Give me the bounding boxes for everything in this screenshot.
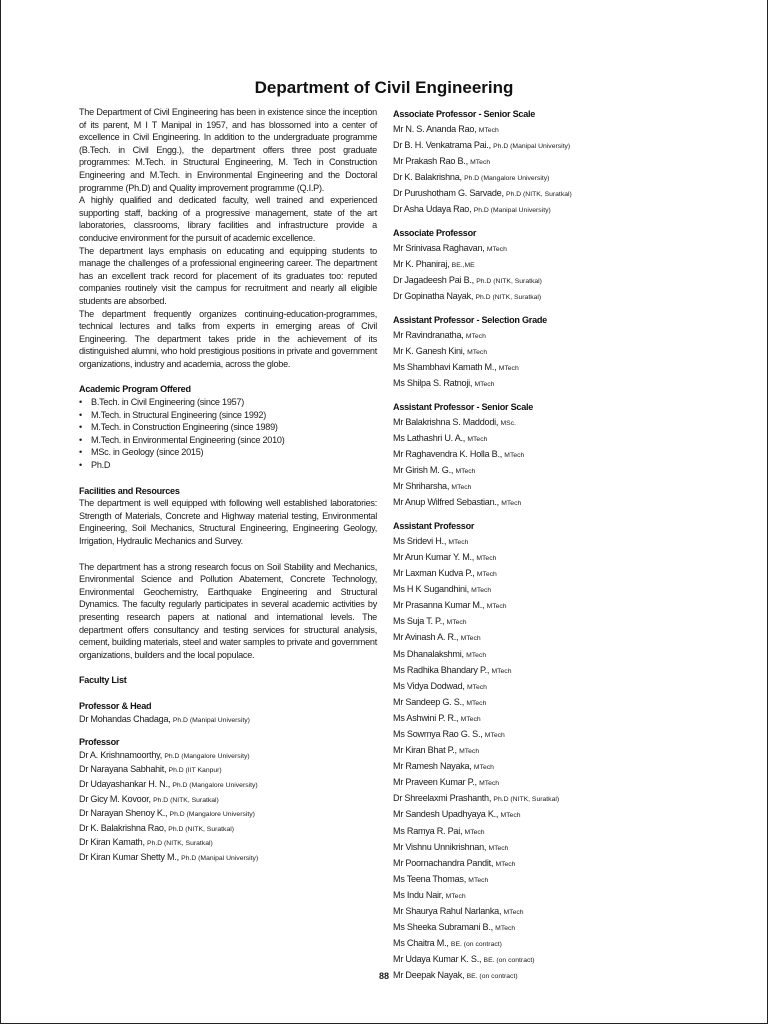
faculty-member [393, 170, 693, 186]
faculty-member [393, 273, 693, 289]
faculty-name: Dr Shreelaxmi Prashanth, [393, 793, 494, 804]
faculty-qualification: MTech [500, 812, 521, 820]
spacer [79, 548, 377, 561]
faculty-qualification: Ph.D (Mangalore University) [169, 811, 255, 819]
faculty-member [393, 360, 693, 376]
faculty-name: Ms Shambhavi Kamath M., [393, 361, 499, 372]
faculty-name: Dr Asha Udaya Rao, [393, 204, 474, 215]
faculty-name: Mr Udaya Kumar K. S., [393, 954, 484, 965]
faculty-qualification: MTech [484, 731, 505, 739]
faculty-qualification: MTech [451, 484, 472, 492]
faculty-name: Dr Purushotham G. Sarvade, [393, 187, 507, 198]
faculty-qualification: MTech [476, 571, 497, 579]
faculty-member [393, 463, 693, 479]
faculty-name: Ms Sheeka Subramani B., [393, 922, 496, 933]
faculty-name: Mr Srinivasa Raghavan, [393, 242, 487, 253]
faculty-member [393, 888, 693, 904]
faculty-member [393, 415, 693, 431]
faculty-member [79, 836, 377, 851]
faculty-name: Dr Udayashankar H. N., [79, 778, 173, 789]
list-item: • B.Tech. in Civil Engineering (since 1957) [79, 396, 377, 409]
faculty-member [393, 598, 693, 614]
faculty-member [393, 936, 693, 952]
faculty-member [393, 856, 693, 872]
spacer [79, 370, 377, 383]
faculty-qualification: MTech [445, 892, 466, 900]
faculty-member [79, 807, 377, 822]
faculty-group-heading: Assistant Professor - Selection Grade [393, 315, 547, 326]
faculty-group-professor-head [79, 700, 377, 727]
faculty-qualification: MTech [488, 844, 509, 852]
faculty-qualification: MTech [470, 158, 491, 166]
faculty-qualification: MTech [474, 381, 495, 388]
faculty-member [393, 566, 693, 582]
faculty-member [393, 257, 693, 273]
faculty-member [393, 582, 693, 598]
faculty-name: Dr Kiran Kamath, [79, 837, 148, 848]
faculty-name: Ms Sowmya Rao G. S., [393, 728, 485, 739]
faculty-name: Mr Balakrishna S. Maddodi, [393, 416, 501, 427]
intro-section [79, 106, 377, 370]
faculty-qualification: BE.,ME [451, 261, 475, 269]
faculty-member [79, 749, 377, 764]
faculty-qualification: MTech [455, 467, 476, 475]
faculty-name: Mr Laxman Kudva P., [393, 568, 477, 579]
faculty-name: Dr Narayan Shenoy K., [79, 808, 170, 819]
faculty-name: Mr Kiran Bhat P., [393, 745, 460, 756]
faculty-member [393, 679, 693, 695]
faculty-qualification: MTech [503, 909, 524, 916]
faculty-name: Mr Poornachandra Pandit, [393, 857, 496, 868]
faculty-qualification: MTech [464, 828, 485, 836]
faculty-name: Mr N. S. Ananda Rao, [393, 123, 479, 134]
right-column [393, 108, 693, 993]
faculty-member [79, 778, 377, 793]
faculty-group-heading: Professor & Head [79, 700, 152, 711]
faculty-member [393, 952, 693, 968]
faculty-qualification: Ph.D (NITK, Suratkal) [168, 825, 234, 833]
faculty-qualification: MTech [479, 780, 500, 788]
left-faculty-groups [79, 700, 377, 866]
faculty-group-assistant-professor-selection-grade [393, 314, 693, 392]
faculty-name: Mr Sandeep G. S., [393, 696, 467, 707]
faculty-group-assistant-professor-senior-scale [393, 401, 693, 511]
faculty-qualification: BE. (on contract) [466, 973, 518, 981]
faculty-name: Mr Deepak Nayak, [393, 970, 467, 981]
faculty-member [393, 550, 693, 566]
academic-program-list [79, 396, 377, 472]
page-number: 88 [378, 971, 389, 981]
faculty-qualification: Ph.D (NITK, Suratkal) [476, 277, 542, 285]
faculty-group-professor [79, 736, 377, 865]
faculty-qualification: MTech [446, 619, 467, 627]
faculty-member [393, 711, 693, 727]
faculty-qualification: MTech [495, 925, 516, 933]
intro-paragraph: A highly qualified and dedicated faculty, well trained and experienced supporting staff, backing of a progressive management, state of the art laboratories, classrooms, library facilities and infrastructure provide a conducive environment for the pursuit of academic excellence. [79, 195, 377, 243]
faculty-name: Mr Ramesh Nayaka, [393, 761, 474, 772]
faculty-name: Ms Ashwini P. R., [393, 712, 461, 723]
faculty-group-heading: Associate Professor [393, 228, 477, 239]
faculty-name: Mr Ravindranatha, [393, 329, 466, 340]
faculty-name: Ms Lathashri U. A., [393, 432, 468, 443]
intro-paragraph: The department frequently organizes continuing-education-programmes, technical lectures and talks from experts in emerging areas of Civil Engineering. The department takes pride in the achievement of its distinguished alumni, who hold prestigious positions in private and government organizations, industry and academia, across the globe. [79, 308, 377, 369]
faculty-qualification: MTech [491, 667, 512, 675]
faculty-name: Dr Kiran Kumar Shetty M., [79, 851, 182, 862]
faculty-qualification: MTech [459, 748, 480, 756]
faculty-qualification: Ph.D (Mangalore University) [464, 174, 550, 182]
faculty-name: Mr Girish M. G., [393, 464, 456, 475]
faculty-qualification: MTech [466, 651, 487, 659]
faculty-qualification: MTech [465, 332, 486, 340]
list-item: • M.Tech. in Construction Engineering (since 1989) [79, 421, 377, 434]
faculty-qualification: Ph.D (NITK, Suratkal) [506, 190, 572, 198]
faculty-qualification: Ph.D (Manipal University) [473, 207, 551, 215]
spacer [79, 472, 377, 485]
faculty-name: Dr Mohandas Chadaga, [79, 713, 173, 724]
faculty-qualification: MSc. [500, 419, 516, 427]
faculty-member [393, 138, 693, 154]
faculty-qualification: MTech [476, 554, 497, 562]
faculty-member [393, 920, 693, 936]
faculty-name: Mr K. Phaniraj, [393, 258, 452, 269]
list-item: • M.Tech. in Environmental Engineering (since 2010) [79, 434, 377, 447]
faculty-group-heading: Associate Professor - Senior Scale [393, 109, 536, 119]
faculty-member [393, 431, 693, 447]
faculty-member [393, 122, 693, 138]
faculty-member [393, 759, 693, 775]
faculty-member [393, 202, 693, 218]
faculty-member [393, 154, 693, 170]
faculty-name: Ms Indu Nair, [393, 889, 446, 900]
list-item: • MSc. in Geology (since 2015) [79, 446, 377, 459]
faculty-name: Dr A. Krishnamoorthy, [79, 749, 165, 760]
faculty-member [393, 791, 693, 807]
faculty-name: Ms Shilpa S. Ratnoji, [393, 378, 475, 388]
faculty-member [79, 793, 377, 808]
faculty-name: Ms Sridevi H., [393, 535, 449, 546]
faculty-member [393, 495, 693, 511]
faculty-qualification: Ph.D (Mangalore University) [172, 781, 258, 789]
faculty-qualification: BE. (on contract) [450, 941, 502, 949]
faculty-qualification: MTech [486, 603, 507, 611]
faculty-name: Mr Prasanna Kumar M., [393, 600, 487, 611]
page-title: Department of Civil Engineering [254, 78, 514, 97]
faculty-qualification: MTech [473, 764, 494, 772]
faculty-group-associate-professor-senior-scale [393, 108, 693, 218]
faculty-qualification: MTech [501, 500, 522, 508]
faculty-list-heading: Faculty List [79, 675, 127, 686]
faculty-qualification: MTech [467, 348, 488, 356]
faculty-member [393, 727, 693, 743]
faculty-member [393, 904, 693, 920]
faculty-name: Dr Jagadeesh Pai B., [393, 274, 477, 285]
academic-heading: Academic Program Offered [79, 384, 191, 395]
faculty-name: Mr Vishnu Unnikrishnan, [393, 841, 489, 852]
facilities-paragraph: The department is well equipped with following well established laboratories: Strength of Materials, Concrete and Highway material testing, Environmental Engineering, Soil Mechanics, Structural Engineering, Engineering Geology, Irrigation, Hydraulic Mechanics and Survey. [79, 498, 377, 546]
faculty-member [393, 824, 693, 840]
faculty-name: Ms Dhanalakshmi, [393, 648, 467, 659]
faculty-name: Mr Shaurya Rahul Narlanka, [393, 906, 504, 916]
faculty-name: Mr Arun Kumar Y. M., [393, 551, 477, 562]
faculty-group-assistant-professor [393, 520, 693, 984]
faculty-name: Dr B. H. Venkatrama Pai., [393, 139, 494, 150]
faculty-qualification: MTech [448, 538, 469, 546]
faculty-member [393, 328, 693, 344]
faculty-name: Ms Chaitra M., [393, 938, 451, 949]
intro-paragraph: The Department of Civil Engineering has been in existence since the inception of its parent, M I T Manipal in 1957, and has blossomed into a center of excellence in Civil Engineering. In addition to the undergraduate programme (B.Tech. in Civil Engg.), the department offers three post graduate programmes: M.Tech. in Structural Engineering, M. Tech in Construction Engineering and M.Tech. in Environmental Engineering and the Doctoral programme (Ph.D) and Quality improvement programme (Q.I.P). [79, 107, 377, 193]
faculty-qualification: Ph.D (NITK, Suratkal) [475, 294, 542, 302]
faculty-name: Mr Shriharsha, [393, 481, 452, 492]
faculty-qualification: MTech [478, 126, 499, 134]
intro-paragraph: The department lays emphasis on educating and equipping students to manage the challenges of a professional engineering career. The department has an excellent track record for placement of its graduates too: reputed companies routinely visit the campus for recruitment and nearly all eligible students are absorbed. [79, 245, 377, 306]
faculty-member [393, 241, 693, 257]
faculty-name: Ms Ramya R. Pai, [393, 825, 465, 836]
faculty-name: Dr K. Balakrishna, [393, 171, 465, 182]
facilities-heading: Facilities and Resources [79, 485, 180, 496]
faculty-name: Mr Sandesh Upadhyaya K., [393, 809, 501, 820]
faculty-qualification: MTech [498, 364, 519, 372]
faculty-member [393, 447, 693, 463]
faculty-member [393, 775, 693, 791]
faculty-qualification: Ph.D (NITK, Suratkal) [147, 840, 213, 848]
faculty-name: Ms Teena Thomas, [393, 873, 469, 884]
faculty-name: Dr Gopinatha Nayak, [393, 291, 476, 302]
faculty-member [393, 344, 693, 360]
faculty-qualification: BE. (on contract) [483, 957, 535, 965]
faculty-qualification: MTech [495, 860, 516, 868]
faculty-member [393, 479, 693, 495]
faculty-member [393, 807, 693, 823]
faculty-group-heading: Assistant Professor - Senior Scale [393, 402, 534, 413]
faculty-qualification: Ph.D (Manipal University) [172, 716, 250, 724]
faculty-qualification: MTech [460, 635, 481, 643]
faculty-qualification: MTech [468, 876, 489, 884]
faculty-member [79, 851, 377, 866]
list-item: • Ph.D [79, 459, 377, 472]
faculty-member [393, 840, 693, 856]
faculty-name: Ms Vidya Dodwad, [393, 680, 467, 691]
faculty-member [393, 872, 693, 888]
list-item: • M.Tech. in Structural Engineering (since 1992) [79, 409, 377, 422]
faculty-name: Mr Prakash Rao B., [393, 155, 471, 166]
faculty-name: Mr Raghavendra K. Holla B., [393, 448, 505, 459]
faculty-qualification: MTech [467, 435, 488, 443]
faculty-member [393, 376, 693, 392]
faculty-qualification: Ph.D (Mangalore University) [164, 752, 250, 760]
faculty-member [393, 695, 693, 711]
faculty-qualification: MTech [504, 451, 525, 459]
faculty-qualification: Ph.D (NITK, Suratkal) [493, 796, 560, 804]
faculty-name: Mr Praveen Kumar P., [393, 777, 480, 788]
faculty-member [393, 647, 693, 663]
faculty-name: Mr Avinash A. R., [393, 632, 461, 643]
faculty-member [79, 763, 377, 778]
faculty-group-heading: Professor [79, 737, 120, 748]
faculty-name: Mr Anup Wilfred Sebastian., [393, 497, 502, 508]
faculty-qualification: MTech [486, 245, 507, 253]
faculty-member [393, 289, 693, 305]
faculty-qualification: Ph.D (Manipal University) [181, 854, 259, 862]
spacer [79, 727, 377, 736]
faculty-group-heading: Assistant Professor [393, 521, 475, 532]
faculty-name: Dr K. Balakrishna Rao, [79, 822, 169, 833]
faculty-member [79, 822, 377, 837]
faculty-member [393, 630, 693, 646]
faculty-member [393, 663, 693, 679]
faculty-name: Mr K. Ganesh Kini, [393, 345, 468, 356]
faculty-name: Ms Radhika Bhandary P., [393, 664, 492, 675]
faculty-name: Dr Gicy M. Kovoor, [79, 793, 154, 804]
faculty-qualification: MTech [471, 587, 492, 595]
faculty-member [393, 186, 693, 202]
faculty-qualification: MTech [460, 715, 481, 723]
facilities-paragraph: The department has a strong research focus on Soil Stability and Mechanics, Environmental Science and Pollution Abatement, Concrete Technology, Environmental Geochemistry, Earthquake Engineering and Structural Dynamics. The faculty regularly participates in several academic activities by presenting research papers at national and international levels. The department offers consultancy and testing services for structural analysis, cement, building materials, steel and water samples to private and government organizations, builders and the local populace. [79, 561, 377, 660]
faculty-member [393, 534, 693, 550]
faculty-name: Ms H K Sugandhini, [393, 584, 472, 595]
faculty-qualification: Ph.D (Manipal University) [493, 142, 571, 150]
faculty-qualification: Ph.D (IIT Kanpur) [168, 767, 222, 775]
faculty-group-associate-professor [393, 227, 693, 305]
faculty-qualification: Ph.D (NITK, Suratkal) [153, 796, 219, 804]
faculty-name: Ms Suja T. P., [393, 616, 447, 627]
spacer [79, 661, 377, 674]
spacer [79, 687, 377, 700]
faculty-member [393, 614, 693, 630]
faculty-qualification: MTech [466, 683, 487, 691]
faculty-qualification: MTech [466, 699, 487, 707]
faculty-member [393, 743, 693, 759]
left-column [79, 106, 377, 865]
faculty-member [79, 713, 377, 728]
faculty-name: Dr Narayana Sabhahit, [79, 764, 169, 775]
